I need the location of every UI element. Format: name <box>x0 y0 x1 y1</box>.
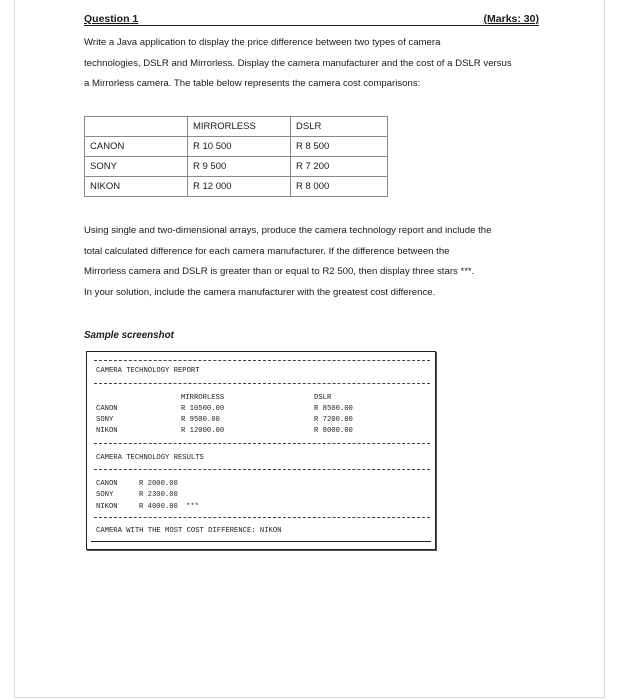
result-flag: *** <box>186 503 199 511</box>
table-header-cell: MIRRORLESS <box>188 117 291 137</box>
table-row <box>85 157 388 177</box>
header-rule <box>84 25 539 26</box>
table-cell: NIKON <box>85 177 188 197</box>
intro-paragraph <box>84 33 544 95</box>
report-name: NIKON <box>96 427 118 435</box>
intro-line: Write a Java application to display the price difference between two types of camera <box>84 37 441 48</box>
camera-cost-table <box>84 116 388 197</box>
report-title: CAMERA TECHNOLOGY REPORT <box>96 367 200 375</box>
result-diff: R 2300.00 <box>139 491 178 499</box>
report-name: SONY <box>96 416 114 424</box>
col-mirrorless: MIRRORLESS <box>181 394 225 402</box>
report-mirrorless: R 12000.00 <box>181 427 225 435</box>
instruction-line: Mirrorless camera and DSLR is greater than or equal to R2 500, then display three stars ***. <box>84 266 475 277</box>
results-title: CAMERA TECHNOLOGY RESULTS <box>96 454 204 462</box>
result-name: SONY <box>96 491 114 499</box>
report-dslr: R 8500.00 <box>314 405 353 413</box>
report-name: CANON <box>96 405 118 413</box>
sample-screenshot-label: Sample screenshot <box>84 330 174 341</box>
result-name: CANON <box>96 480 118 488</box>
result-name: NIKON <box>96 503 118 511</box>
result-diff: R 4000.00 <box>139 503 178 511</box>
dashed-divider <box>94 517 430 518</box>
question-marks: (Marks: 30) <box>483 13 539 25</box>
report-mirrorless: R 9500.00 <box>181 416 220 424</box>
report-dslr: R 7200.00 <box>314 416 353 424</box>
table-row <box>85 177 388 197</box>
dashed-divider <box>94 383 430 384</box>
table-cell: R 8 500 <box>291 137 388 157</box>
most-difference-line: CAMERA WITH THE MOST COST DIFFERENCE: NIKON <box>96 527 282 535</box>
table-cell: R 10 500 <box>188 137 291 157</box>
intro-line: a Mirrorless camera. The table below represents the camera cost comparisons: <box>84 78 421 89</box>
report-mirrorless: R 10500.00 <box>181 405 225 413</box>
table-cell: CANON <box>85 137 188 157</box>
table-row <box>85 137 388 157</box>
table-header-cell <box>85 117 188 137</box>
report-dslr: R 8000.00 <box>314 427 353 435</box>
page-border <box>14 0 605 698</box>
intro-line: technologies, DSLR and Mirrorless. Display the camera manufacturer and the cost of a DSLR versus <box>84 57 512 69</box>
question-header <box>84 13 539 27</box>
table-cell: R 9 500 <box>188 157 291 177</box>
solid-divider <box>91 541 431 542</box>
table-cell: R 7 200 <box>291 157 388 177</box>
instruction-line: total calculated difference for each camera manufacturer. If the difference between the <box>84 245 450 257</box>
col-dslr: DSLR <box>314 394 332 402</box>
instructions-paragraph <box>84 221 544 303</box>
question-title: Question 1 <box>84 13 139 25</box>
dashed-divider <box>94 469 430 470</box>
table-header-cell: DSLR <box>291 117 388 137</box>
table-cell: R 12 000 <box>188 177 291 197</box>
table-cell: SONY <box>85 157 188 177</box>
dashed-divider <box>94 443 430 444</box>
table-header-row <box>85 117 388 137</box>
dashed-divider <box>94 360 430 361</box>
instruction-line: Using single and two-dimensional arrays, produce the camera technology report and include the <box>84 225 492 236</box>
table-cell: R 8 000 <box>291 177 388 197</box>
sample-console-output <box>86 351 436 550</box>
instruction-line: In your solution, include the camera manufacturer with the greatest cost difference. <box>84 286 436 298</box>
result-diff: R 2000.00 <box>139 480 178 488</box>
